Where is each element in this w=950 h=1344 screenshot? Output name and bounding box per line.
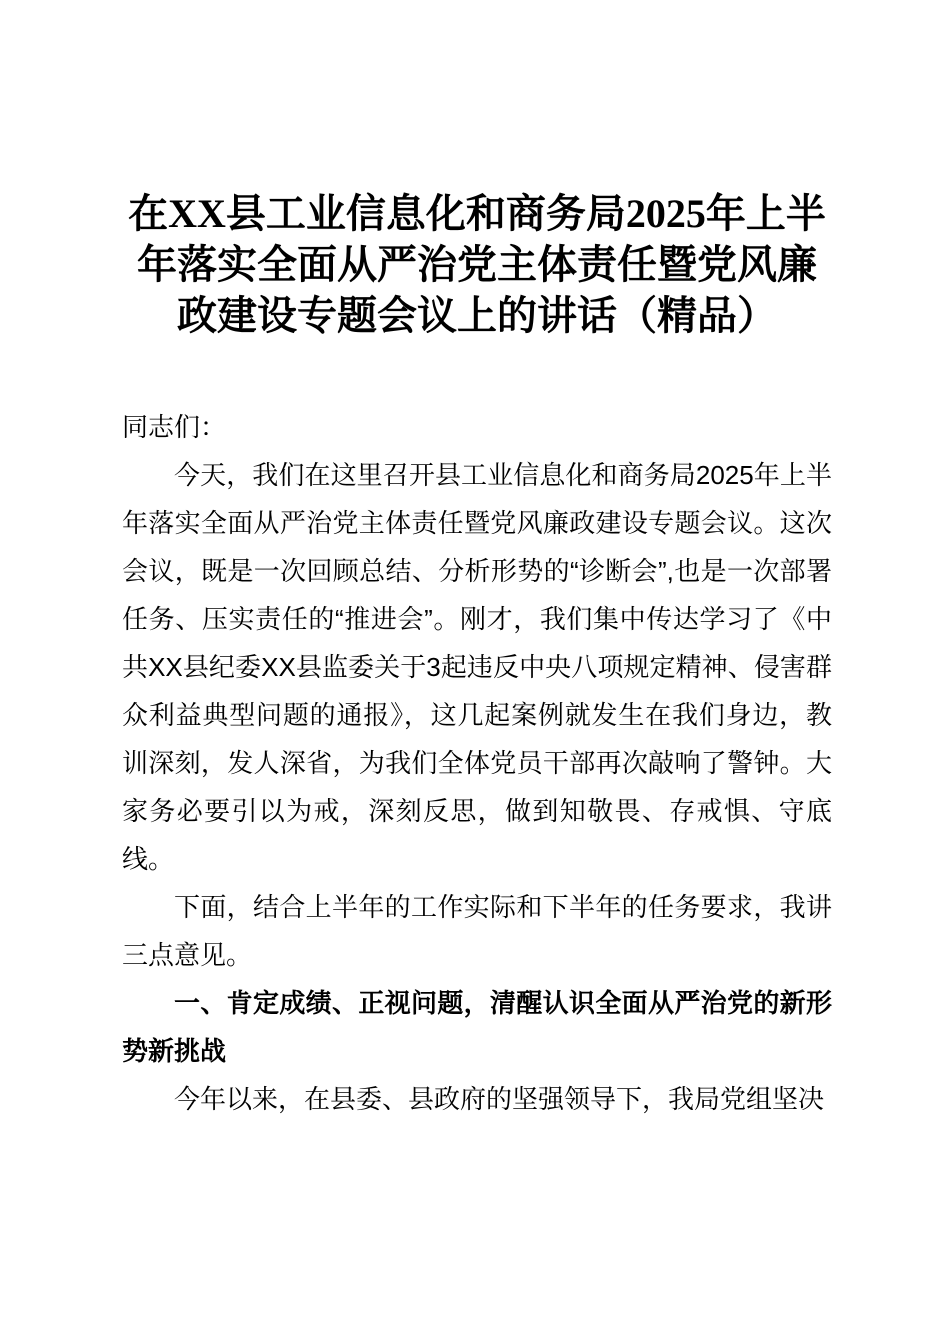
salutation: 同志们： (122, 412, 227, 442)
section-heading-one: 一、肯定成绩、正视问题，清醒认识全面从严治党的新形势新挑战 (122, 988, 832, 1066)
paragraph-three-points: 下面，结合上半年的工作实际和下半年的任务要求，我讲三点意见。 (122, 892, 832, 970)
document-title: 在XX县工业信息化和商务局2025年上半年落实全面从严治党主体责任暨党风廉政建设专题会议上的讲话（精品） (128, 191, 826, 338)
paragraph-opening: 今天，我们在这里召开县工业信息化和商务局2025年上半年落实全面从严治党主体责任暨党风廉政建设专题会议。这次会议，既是一次回顾总结、分析形势的“诊断会”,也是一次部署任务、压实责任的“推进会”。刚才，我们集中传达学习了《中共XX县纪委XX县监委关于3起违反中央八项规定精神、侵害群众利益典型问题的通报》，这几起案例就发生在我们身边，教训深刻，发人深省，为我们全体党员干部再次敲响了警钟。大家务必要引以为戒，深刻反思，做到知敬畏、存戒惧、守底线。 (122, 460, 832, 874)
document-body (122, 0, 832, 1123)
paragraph-section-one-opening: 今年以来，在县委、县政府的坚强领导下，我局党组坚决 (174, 1084, 825, 1114)
